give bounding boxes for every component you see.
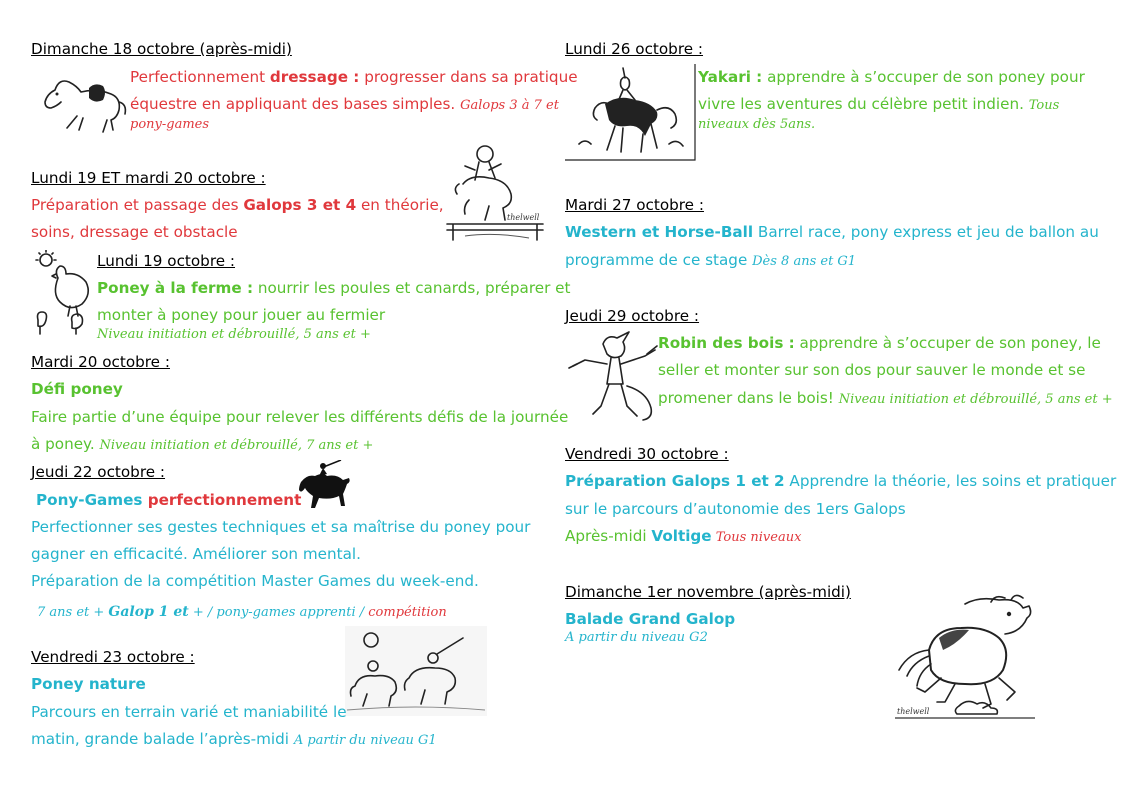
section-text-part: vivre les aventures du célèbre petit indien. [698, 95, 1029, 113]
section-heading-dimanche-1-novembre: Dimanche 1er novembre (après-midi) [565, 583, 851, 601]
level-note: Galops 3 à 7 et [460, 98, 559, 113]
level-note-part: 7 ans et + [37, 605, 109, 620]
section-text [698, 64, 1085, 91]
section-text [130, 64, 578, 91]
section-heading-jeudi-22: Jeudi 22 octobre : [31, 463, 166, 481]
section-text: monter à poney pour jouer au fermier [97, 306, 386, 324]
section-heading-lundi-19: Lundi 19 octobre : [97, 252, 236, 270]
chickens-icon [30, 250, 94, 336]
section-keyword: Balade Grand Galop [565, 610, 736, 628]
section-text [97, 275, 570, 302]
level-note: Tous [1028, 98, 1060, 113]
section-text: Perfectionner ses gestes techniques et sa maîtrise du poney pour [31, 518, 531, 536]
section-text-part: apprendre à s’occuper de son poney pour [762, 68, 1085, 86]
section-text: gagner en efficacité. Améliorer son mental. [31, 545, 361, 563]
pony-jumping-icon [445, 140, 545, 242]
svg-text:thelwell: thelwell [897, 707, 930, 716]
section-heading-jeudi-29: Jeudi 29 octobre : [565, 307, 700, 325]
level-note: Tous niveaux [711, 530, 802, 545]
section-keyword: Western et Horse-Ball [565, 223, 754, 241]
section-text [658, 385, 1113, 413]
level-note: Dès 8 ans et G1 [752, 254, 857, 269]
section-keyword: Pony-Games [36, 491, 143, 509]
section-keyword: Galops 3 et 4 [243, 196, 357, 214]
section-text-part: Préparation et passage des [31, 196, 244, 214]
section-text-part: progresser dans sa pratique [359, 68, 578, 86]
section-text [36, 487, 301, 514]
section-text [31, 431, 373, 459]
section-text: Faire partie d’une équipe pour relever les différents défis de la journée [31, 408, 569, 426]
section-heading-dimanche-18: Dimanche 18 octobre (après-midi) [31, 40, 292, 58]
section-text-part: nourrir les poules et canards, préparer et [253, 279, 571, 297]
section-text-part: Après-midi [565, 527, 652, 545]
section-text [565, 247, 856, 275]
section-text-part: Perfectionnement [130, 68, 270, 86]
level-note: niveaux dès 5ans. [698, 117, 816, 132]
section-text [31, 726, 437, 754]
section-keyword: dressage : [269, 68, 360, 86]
section-text-part: en théorie, [356, 196, 444, 214]
section-keyword: Préparation Galops 1 et 2 [565, 472, 785, 490]
section-text: soins, dressage et obstacle [31, 223, 238, 241]
level-note: A partir du niveau G1 [293, 733, 437, 748]
section-keyword: Défi poney [31, 380, 123, 398]
section-keyword: Poney nature [31, 675, 146, 693]
pony-dressage-icon [37, 68, 131, 136]
section-heading-mardi-27: Mardi 27 octobre : [565, 196, 704, 214]
section-heading-lundi-19-mardi-20: Lundi 19 ET mardi 20 octobre : [31, 169, 266, 187]
section-keyword: perfectionnement [142, 491, 302, 509]
level-note-part: + / pony-games apprenti / [188, 605, 369, 620]
section-text-part: matin, grande balade l’après-midi [31, 730, 294, 748]
galloping-pony-icon [895, 592, 1035, 724]
section-text: Parcours en terrain varié et maniabilité le [31, 703, 347, 721]
level-note [37, 598, 447, 626]
section-text-part: programme de ce stage [565, 251, 753, 269]
section-text: seller et monter sur son dos pour sauver le monde et se [658, 361, 1086, 379]
section-text-part: Apprendre la théorie, les soins et pratiquer [784, 472, 1117, 490]
section-text-part: Barrel race, pony express et jeu de ballon au [753, 223, 1099, 241]
level-note-part: Galop 1 et [108, 604, 189, 620]
level-note: Niveau initiation et débrouillé, 5 ans et + [97, 327, 371, 342]
section-text [565, 219, 1099, 246]
section-text [658, 330, 1101, 357]
section-keyword: Robin des bois : [658, 334, 795, 352]
section-heading-lundi-26: Lundi 26 octobre : [565, 40, 704, 58]
section-text [565, 523, 801, 551]
section-text-part: à poney. [31, 435, 100, 453]
pony-games-silhouette-icon [297, 460, 353, 510]
section-text-part: apprendre à s’occuper de son poney, le [794, 334, 1101, 352]
section-keyword: Yakari : [698, 68, 763, 86]
section-text-part: promener dans le bois! [658, 389, 839, 407]
section-heading-vendredi-30: Vendredi 30 octobre : [565, 445, 729, 463]
section-text-part: équestre en appliquant des bases simples. [130, 95, 461, 113]
robin-hood-fox-icon [567, 330, 659, 426]
level-note: Niveau initiation et débrouillé, 5 ans et + [838, 392, 1113, 407]
section-heading-vendredi-23: Vendredi 23 octobre : [31, 648, 195, 666]
level-note: pony-games [130, 117, 210, 132]
ponies-trail-icon [345, 626, 487, 716]
svg-text:thelwell: thelwell [507, 213, 540, 222]
section-keyword: Voltige [651, 527, 712, 545]
section-text [565, 468, 1116, 495]
section-text [31, 192, 444, 219]
section-text: Préparation de la compétition Master Games du week-end. [31, 572, 479, 590]
indian-pony-icon [565, 64, 697, 162]
section-heading-mardi-20: Mardi 20 octobre : [31, 353, 170, 371]
level-note: Niveau initiation et débrouillé, 7 ans et + [99, 438, 374, 453]
level-note: A partir du niveau G2 [565, 630, 708, 645]
section-text: sur le parcours d’autonomie des 1ers Galops [565, 500, 906, 518]
level-note-part: compétition [368, 605, 447, 620]
section-keyword: Poney à la ferme : [97, 279, 254, 297]
